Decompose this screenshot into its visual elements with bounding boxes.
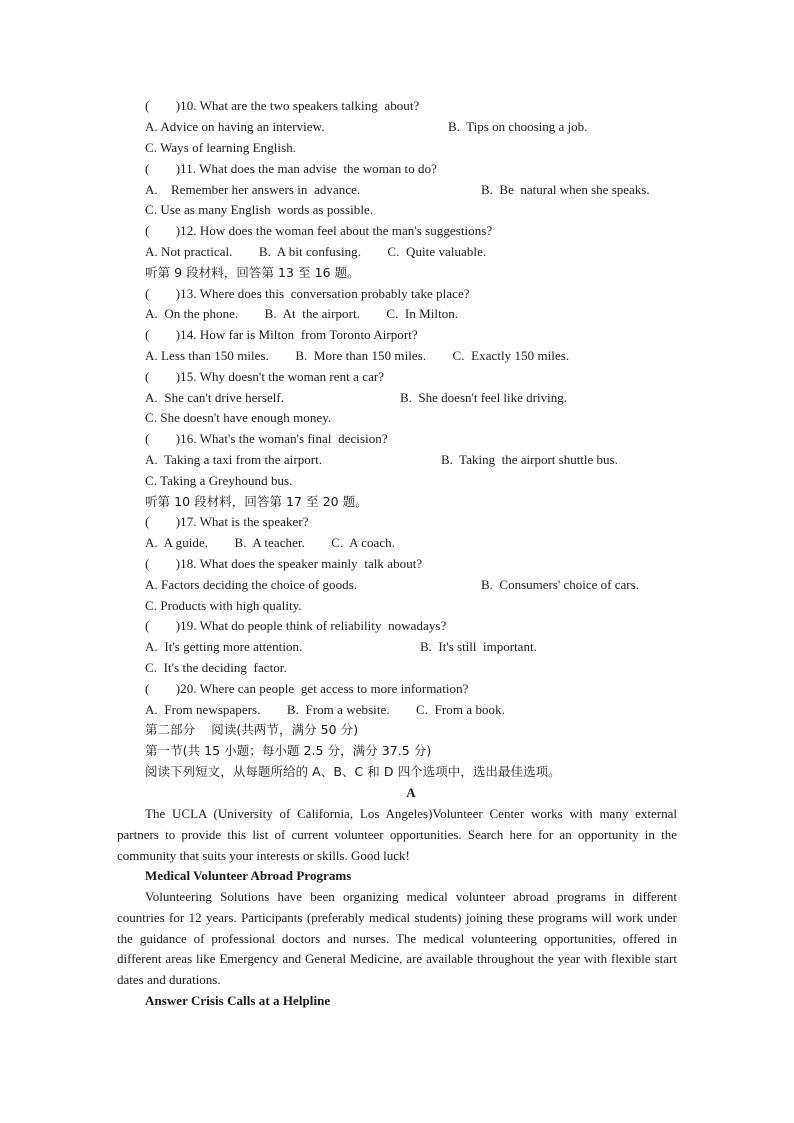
question-10-option-a: A. Advice on having an interview. (145, 119, 325, 134)
question-17-stem: ( )17. What is the speaker? (145, 514, 309, 529)
question-19-option-c: C. It's the deciding factor. (145, 660, 287, 675)
question-17-options: A. A guide. B. A teacher. C. A coach. (145, 535, 396, 550)
question-15-option-a: A. She can't drive herself. (145, 390, 285, 405)
question-20-stem: ( )20. Where can people get access to more information? (145, 681, 469, 696)
question-14-options: A. Less than 150 miles. B. More than 150 miles. C. Exactly 150 miles. (145, 348, 570, 363)
question-20-options: A. From newspapers. B. From a website. C. From a book. (145, 702, 505, 717)
question-19-option-a: A. It's getting more attention. (145, 639, 303, 654)
question-10-stem: ( )10. What are the two speakers talking about? (145, 98, 420, 113)
section-heading-helpline: Answer Crisis Calls at a Helpline (145, 993, 331, 1008)
part-2-subtitle: 第一节(共 15 小题；每小题 2.5 分，满分 37.5 分) (145, 743, 432, 758)
question-11-stem: ( )11. What does the man advise the woman to do? (145, 161, 437, 176)
question-18-option-c: C. Products with high quality. (145, 598, 302, 613)
question-16-option-a: A. Taking a taxi from the airport. (145, 452, 323, 467)
question-19-option-b: B. It's still important. (420, 639, 537, 654)
section-9-instruction: 听第 9 段材料，回答第 13 至 16 题。 (145, 265, 360, 280)
question-15-option-b: B. She doesn't feel like driving. (400, 390, 567, 405)
question-15-option-c: C. She doesn't have enough money. (145, 410, 332, 425)
question-19-stem: ( )19. What do people think of reliability nowadays? (145, 618, 447, 633)
part-2-title: 第二部分 阅读(共两节，满分 50 分) (145, 722, 359, 737)
question-15-stem: ( )15. Why doesn't the woman rent a car? (145, 369, 385, 384)
question-14-stem: ( )14. How far is Milton from Toronto Airport? (145, 327, 418, 342)
question-11-option-b: B. Be natural when she speaks. (481, 182, 650, 197)
question-16-stem: ( )16. What's the woman's final decision? (145, 431, 388, 446)
question-10-option-b: B. Tips on choosing a job. (448, 119, 588, 134)
question-11-option-a: A. Remember her answers in advance. (145, 182, 361, 197)
passage-intro: The UCLA (University of California, Los Angeles)Volunteer Center works with many external partners to provide this list of current volunteer opportunities. Search here for an opportunity in the community that suits your interests or skills. Good luck! (117, 806, 677, 863)
question-18-option-a: A. Factors deciding the choice of goods. (145, 577, 358, 592)
section-10-instruction: 听第 10 段材料，回答第 17 至 20 题。 (145, 494, 368, 509)
question-16-option-b: B. Taking the airport shuttle bus. (441, 452, 618, 467)
question-12-stem: ( )12. How does the woman feel about the man's suggestions? (145, 223, 493, 238)
question-18-option-b: B. Consumers' choice of cars. (481, 577, 639, 592)
question-13-stem: ( )13. Where does this conversation probably take place? (145, 286, 470, 301)
section-heading-medical: Medical Volunteer Abroad Programs (145, 868, 352, 883)
passage-paragraph-medical: Volunteering Solutions have been organizing medical volunteer abroad programs in different countries for 12 years. Participants (preferably medical students) joining these programs will work under the guidance of professional doctors and nurses. The medical volunteering opportunities, offered in different areas like Emergency and General Medicine, are available throughout the year with flexible start dates and durations. (117, 889, 677, 988)
question-12-options: A. Not practical. B. A bit confusing. C. Quite valuable. (145, 244, 487, 259)
question-16-option-c: C. Taking a Greyhound bus. (145, 473, 293, 488)
passage-label: A (406, 785, 416, 800)
question-11-option-c: C. Use as many English words as possible. (145, 202, 374, 217)
question-10-option-c: C. Ways of learning English. (145, 140, 297, 155)
part-2-instruction: 阅读下列短文，从每题所给的 A、B、C 和 D 四个选项中，选出最佳选项。 (145, 764, 561, 779)
question-13-options: A. On the phone. B. At the airport. C. In Milton. (145, 306, 459, 321)
question-18-stem: ( )18. What does the speaker mainly talk about? (145, 556, 423, 571)
